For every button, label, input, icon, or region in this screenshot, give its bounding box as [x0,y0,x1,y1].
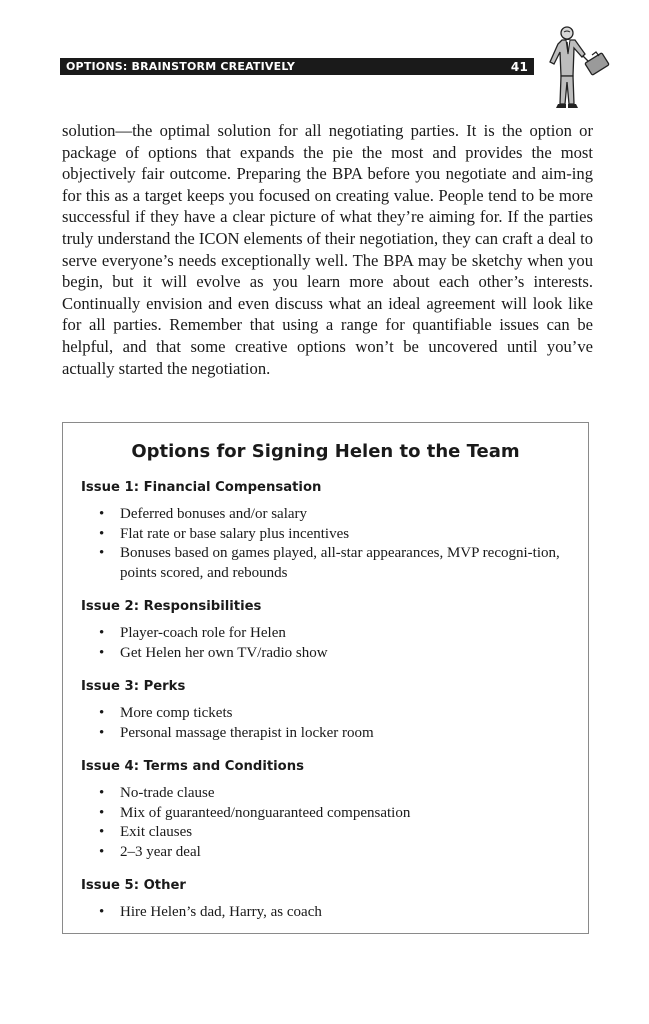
issue-heading: Issue 5: Other [81,878,186,893]
list-item: • 2–3 year deal [99,843,201,860]
section-title: OPTIONS: BRAINSTORM CREATIVELY [66,60,296,73]
list-item: • Personal massage therapist in locker room [99,724,374,741]
running-header [60,58,534,75]
list-item: • Get Helen her own TV/radio show [99,644,328,661]
list-item: • Hire Helen’s dad, Harry, as coach [99,904,322,920]
issue-list [99,624,569,663]
list-item: • Flat rate or base salary plus incentives [99,525,350,542]
issue-list [99,903,569,923]
list-item: • Mix of guaranteed/nonguaranteed compensation [99,804,411,821]
sidebar-title: Options for Signing Helen to the Team [131,441,520,462]
issue-list [99,704,569,743]
list-item: • Exit clauses [99,824,193,841]
list-item: • No-trade clause [99,785,215,801]
issue-list [99,505,569,583]
body-paragraph: solution—the optimal solution for all negotiating parties. It is the option or package of options that expands the pie the most and provides the most objectively fair outcome. Preparing the BPA before you negotiate and aim-ing for this as a target keeps you focused on creating value. People tend to be more successful if they have a clear picture of what they’re aiming for. If the parties truly understand the ICON elements of their negotiation, they can craft a deal to serve everyone’s needs exceptionally well. The BPA may be sketchy when you begin, but it will evolve as you learn more about each other’s interests. Continually envision and even discuss what an ideal agreement will look like for all parties. Remember that using a range for quantifiable issues can be helpful, and that some creative options won’t be uncovered until you’ve actually started the negotiation. [62,121,593,378]
list-item: • Bonuses based on games played, all-star appearances, MVP recogni-tion, points scored, and rebounds [99,545,560,581]
issue-heading: Issue 2: Responsibilities [81,599,262,614]
issue-heading: Issue 3: Perks [81,679,186,694]
page-number: 41 [510,59,528,74]
issue-heading: Issue 1: Financial Compensation [81,480,322,495]
list-item: • More comp tickets [99,705,233,721]
issue-list [99,784,569,862]
list-item: • Deferred bonuses and/or salary [99,506,308,522]
list-item: • Player-coach role for Helen [99,625,286,641]
businessman-with-briefcase-icon [545,22,625,114]
options-sidebar [62,422,589,934]
issue-heading: Issue 4: Terms and Conditions [81,759,304,774]
